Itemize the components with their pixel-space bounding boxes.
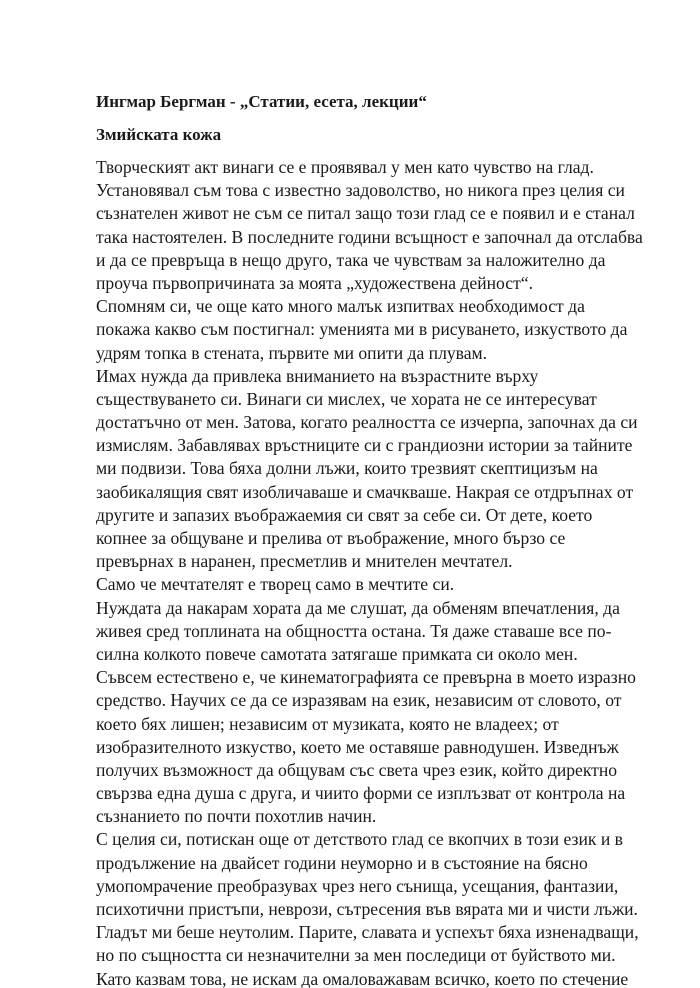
- text-line: покажа какво съм постигнал: уменията ми в рисуването, изкуството да: [96, 319, 628, 340]
- text-line: изобразителното изкуство, което ме оставяше равнодушен. Изведнъж: [96, 736, 619, 757]
- text-line: Като казвам това, не искам да омаловажавам всичко, което по стечение: [96, 968, 629, 988]
- text-line: достатъчно от мен. Затова, когато реалността се изчерпа, започнах да си: [96, 412, 638, 433]
- text-line: свързва една душа с друга, и чиито форми се изплъзват от контрола на: [96, 783, 626, 804]
- text-line: съзнанието по почти похотлив начин.: [96, 806, 377, 827]
- text-line: Съвсем естествено е, че кинематографията се превърна в моето изразно: [96, 667, 636, 688]
- text-line: средство. Научих се да се изразявам на език, независим от словото, от: [96, 690, 622, 711]
- text-line: ми подвизи. Това бяха долни лъжи, които трезвият скептицизъм на: [96, 458, 598, 479]
- body-text: [96, 156, 656, 988]
- text-line: Нуждата да накарам хората да ме слушат, да обменям впечатления, да: [96, 597, 620, 618]
- text-line: заобикалящия свят изобличаваше и смачкваше. Накрая се отдръпнах от: [96, 481, 634, 502]
- text-line: превърнах в наранен, пресметлив и мнителен мечтател.: [96, 551, 513, 572]
- document-title: Ингмар Бергман - „Статии, есета, лекции“: [96, 92, 427, 111]
- text-line: което бях лишен; независим от музиката, която не владеех; от: [96, 713, 559, 734]
- text-line: Спомням си, че още като много малък изпитвах необходимост да: [96, 296, 585, 317]
- text-line: Само че мечтателят е творец само в мечтите си.: [96, 574, 455, 595]
- text-line: умопомрачение преобразувах чрез него сънища, усещания, фантазии,: [96, 875, 619, 896]
- document-subtitle: Змийската кожа: [96, 125, 222, 144]
- text-line: другите и запазих въображаемия си свят за себе си. От дете, което: [96, 504, 593, 525]
- text-line: психотични пристъпи, неврози, сътресения във вярата ми и чисти лъжи.: [96, 899, 638, 919]
- text-line: получих възможност да общувам със света чрез език, който директно: [96, 759, 618, 780]
- text-line: проуча първопричината за моята „художествена дейност“.: [96, 272, 533, 293]
- text-line: Творческият акт винаги се е проявявал у мен като чувство на глад.: [96, 157, 594, 177]
- text-line: живея сред топлината на общността остана. Тя даже ставаше все по-: [96, 620, 612, 641]
- text-line: продължение на двайсет години неуморно и в състояние на бясно: [96, 852, 588, 873]
- text-line: измислям. Забавлявах връстниците си с грандиозни истории за тайните: [96, 435, 633, 456]
- text-line: Установявал съм това с известно задоволство, но никога през целия си: [96, 180, 625, 201]
- text-line: Гладът ми беше неутолим. Парите, славата и успехът бяха изненадващи,: [96, 922, 639, 943]
- text-line: копнее за общуване и прелива от въображение, много бързо се: [96, 528, 566, 548]
- text-line: така настоятелен. В последните години всъщност е започнал да отслабва: [96, 226, 643, 247]
- text-line: Имах нужда да привлека вниманието на възрастните върху: [96, 365, 539, 386]
- text-line: силна колкото повече самотата затягаше примката си около мен.: [96, 643, 578, 664]
- text-line: и да се превръща в нещо друго, така че чувствам за наложително да: [96, 249, 606, 270]
- text-line: удрям топка в стената, първите ми опити да плувам.: [96, 342, 488, 363]
- text-line: съзнателен живот не съм се питал защо този глад се е появил и е станал: [96, 203, 635, 224]
- text-line: но по същността си незначителни за мен последици от буйството ми.: [96, 945, 616, 966]
- text-line: съществуването си. Винаги си мислех, че хората не се интересуват: [96, 388, 597, 409]
- text-line: С целия си, потискан още от детството глад се вкопчих в този език и в: [96, 829, 623, 850]
